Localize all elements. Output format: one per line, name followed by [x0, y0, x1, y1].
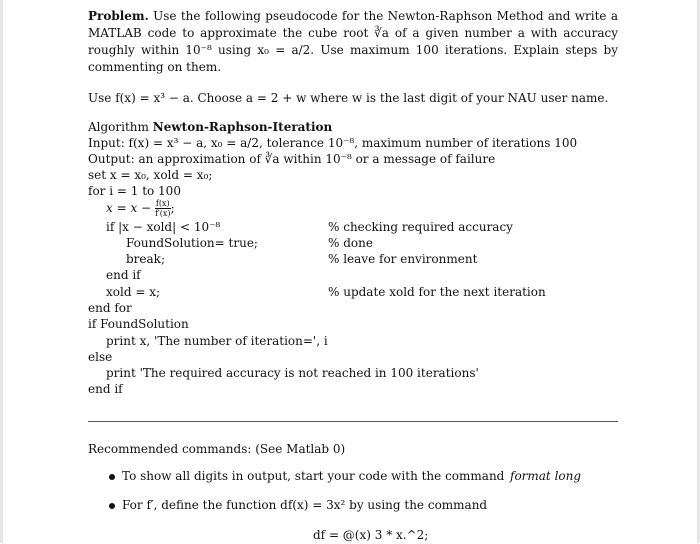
fraction-denominator: f′(x) [155, 209, 171, 218]
recommended-bullet-1: To show all digits in output, start your code with the command [122, 469, 505, 483]
recommended-heading: Recommended commands: (See Matlab 0) [88, 442, 346, 456]
section-divider [88, 421, 618, 422]
algorithm-print-failure: print 'The required accuracy is not reached in 100 iterations' [106, 366, 479, 380]
comment-done: % done [328, 236, 373, 250]
algorithm-input: Input: f(x) = x³ − a, x₀ = a/2, tolerance 10⁻⁸, maximum number of iterations 100 [88, 136, 578, 150]
update-lhs: x = x − [106, 201, 152, 215]
algorithm-xold-update: xold = x; [106, 285, 161, 299]
comment-leave: % leave for environment [328, 252, 478, 266]
recommended-bullet-2: For f′, define the function df(x) = 3x² by using the command [122, 498, 488, 512]
algorithm-else: else [88, 350, 113, 364]
algorithm-end-for: end for [88, 301, 132, 315]
problem-label: Problem. [88, 9, 149, 23]
algorithm-output: Output: an approximation of ∛a within 10⁻⁸ or a message of failure [88, 152, 496, 166]
bullet-icon [109, 503, 115, 509]
algorithm-print-result: print x, 'The number of iteration=', i [106, 334, 328, 348]
problem-statement [88, 8, 618, 76]
algorithm-end-if-final: end if [88, 382, 123, 396]
algorithm-update-line [106, 198, 175, 218]
algorithm-if-found: if FoundSolution [88, 317, 189, 331]
algorithm-break: break; [126, 252, 165, 266]
algorithm-end-if: end if [106, 268, 141, 282]
algorithm-for: for i = 1 to 100 [88, 184, 181, 198]
bullet-icon [109, 474, 115, 480]
algorithm-title-name: Newton-Raphson-Iteration [152, 120, 333, 134]
algorithm-if-condition: if |x − xold| < 10⁻⁸ [106, 220, 221, 234]
problem-text: Use the following pseudocode for the Newton-Raphson Method and write a MATLAB code to approximate the cube root ∛a of a given number a with accuracy roughly within 10⁻⁸ using x₀ = a/2. Use maximum 100 iterations. Explain steps by commenting on them. [88, 9, 618, 74]
comment-update: % update xold for the next iteration [328, 285, 546, 299]
comment-checking: % checking required accuracy [328, 220, 513, 234]
fraction-numerator: f(x) [155, 199, 170, 208]
algorithm-title-prefix: Algorithm [88, 120, 149, 134]
recommended-df-command: df = @(x) 3 * x.^2; [313, 528, 429, 542]
algorithm-set: set x = x₀, xold = x₀; [88, 168, 213, 182]
update-fraction [155, 199, 171, 218]
use-function-line: Use f(x) = x³ − a. Choose a = 2 + w where w is the last digit of your NAU user name. [88, 91, 609, 105]
recommended-format-long: format long [510, 469, 582, 483]
algorithm-found-solution: FoundSolution= true; [126, 236, 258, 250]
page-edge-left [0, 0, 3, 543]
update-tail: ; [170, 201, 175, 215]
document-page [88, 0, 618, 543]
algorithm-title [88, 119, 332, 136]
